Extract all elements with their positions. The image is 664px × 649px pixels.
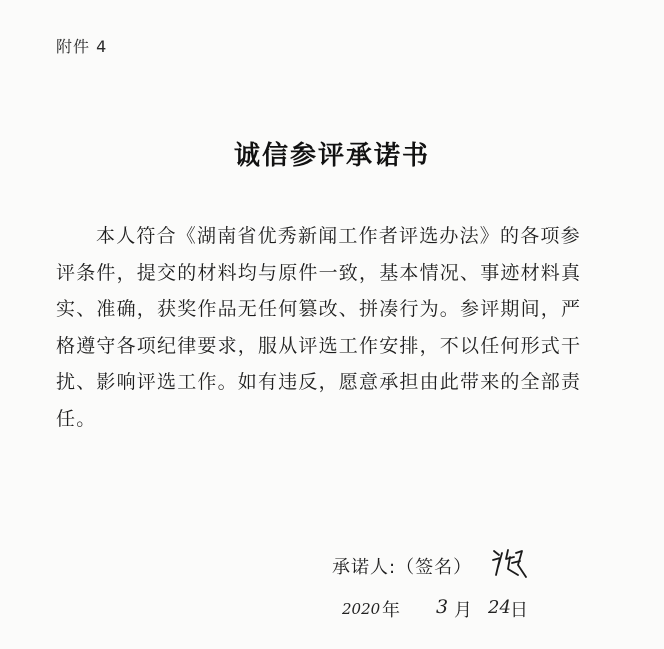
date-day: 24 (488, 597, 511, 618)
date-month-unit: 月 (454, 600, 472, 621)
commitment-body (56, 218, 608, 437)
date-year-unit: 年 (382, 600, 400, 621)
body-line: 实、准确，获奖作品无任何篡改、拼凑行为。参评期间，严 (56, 298, 582, 320)
body-line: 扰、影响评选工作。如有违反，愿意承担由此带来的全部责 (56, 371, 582, 393)
date-day-unit: 日 (510, 600, 528, 621)
signer-label: 承诺人:（签名） (332, 557, 473, 578)
body-line: 格遵守各项纪律要求，服从评选工作安排，不以任何形式干 (56, 334, 582, 357)
signature-date (342, 594, 542, 626)
date-month: 3 (436, 596, 449, 618)
body-line: 本人符合《湖南省优秀新闻工作者评选办法》的各项参 (96, 225, 581, 247)
attachment-label: 附件 4 (56, 37, 108, 56)
handwritten-signature (490, 545, 530, 581)
page-title: 诚信参评承诺书 (233, 141, 430, 171)
body-line: 评条件，提交的材料均与原件一致，基本情况、事迹材料真 (56, 261, 582, 284)
body-line: 任。 (56, 407, 97, 430)
date-year: 2020 (342, 600, 381, 618)
